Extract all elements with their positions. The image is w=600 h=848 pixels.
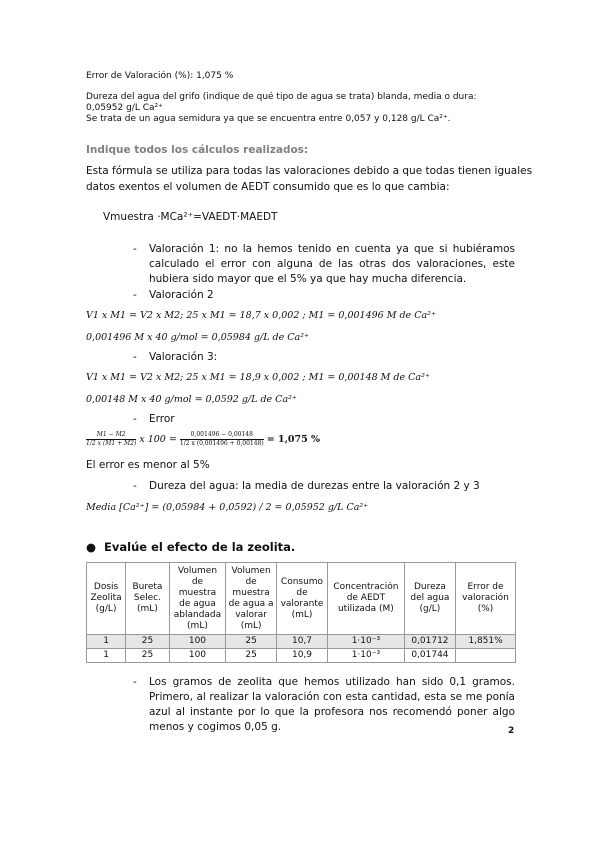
table-cell: 0,01744 [404,649,455,663]
equation-v3-molarity: V1 x M1 = V2 x M2; 25 x M1 = 18,9 x 0,002 ; M1 = 0,00148 M de Ca²⁺ [86,372,430,383]
item-valoracion-2: Valoración 2 [149,289,214,301]
table-header-cell: Consumo de valorante (mL) [277,563,328,635]
table-header-cell: Bureta Selec. (mL) [126,563,170,635]
error-line: Error de Valoración (%): 1,075 % [86,71,234,81]
table-cell: 100 [169,635,225,649]
dureza-question: Dureza del agua del grifo (indique de qué tipo de agua se trata) blanda, media o dura: [86,92,477,102]
table-header-cell: Dosis Zeolita (g/L) [87,563,126,635]
error-fraction-numeric [180,431,264,448]
table-row [87,635,516,649]
table-cell [456,649,516,663]
page-number: 2 [508,726,515,736]
item-valoracion-3: Valoración 3: [149,351,218,363]
list-bullet: - [133,413,137,425]
table-cell: 0,01712 [404,635,455,649]
fraction-numerator: 0,001496 − 0,00148 [180,431,264,440]
table-cell: 1 [87,649,126,663]
equation-v2-molarity: V1 x M1 = V2 x M2; 25 x M1 = 18,7 x 0,002 ; M1 = 0,001496 M de Ca²⁺ [86,310,436,321]
table-cell: 25 [226,635,277,649]
list-bullet: - [133,480,137,492]
zeolita-heading: Evalúe el efecto de la zeolita. [104,540,296,554]
table-header-cell: Error de valoración (%) [456,563,516,635]
table-cell: 1·10⁻³ [328,635,405,649]
intro-line-2: datos exentos el volumen de AEDT consumido que es lo que cambia: [86,181,450,193]
error-result: = 1,075 % [266,434,321,445]
equation-media: Media [Ca²⁺] = (0,05984 + 0,0592) / 2 = 0,05952 g/L Ca²⁺ [86,502,369,513]
table-cell: 10,9 [277,649,328,663]
table-header-cell: Volumen de muestra de agua ablandada (mL) [169,563,225,635]
dureza-value: 0,05952 g/L Ca²⁺ [86,103,163,113]
table-cell: 1 [87,635,126,649]
item-valoracion-1: Valoración 1: no la hemos tenido en cuenta ya que si hubiéramos calculado el error con alguna de las otras dos valoraciones, este hubiera sido mayor que el 5% ya que hay mucha diferencia. [149,243,515,285]
table-cell: 1·10⁻³ [328,649,405,663]
list-bullet: - [133,676,137,688]
table-cell: 100 [169,649,225,663]
error-multiplier: x 100 = [139,434,177,445]
table-cell: 25 [126,649,170,663]
table-header-cell: Volumen de muestra de agua a valorar (mL) [226,563,277,635]
table-cell: 1,851% [456,635,516,649]
list-bullet: - [133,289,137,301]
general-formula: Vmuestra ·MCa²⁺=VAEDT·MAEDT [103,211,278,223]
item-error: Error [149,413,175,425]
dureza-answer: Se trata de un agua semidura ya que se encuentra entre 0,057 y 0,128 g/L Ca²⁺. [86,114,451,124]
item-dureza: Dureza del agua: la media de durezas entre la valoración 2 y 3 [149,480,480,492]
fraction-numerator: M1 − M2 [86,431,136,440]
error-equation [86,431,320,448]
table-cell: 25 [126,635,170,649]
table-header-row [87,563,516,635]
item-zeolita: Los gramos de zeolita que hemos utilizado han sido 0,1 gramos. Primero, al realizar la valoración con esta cantidad, esta se me ponía azul al instante por lo que la profesora nos recomendó poner algo menos y cogimos 0,05 g. [149,676,515,733]
error-note: El error es menor al 5% [86,459,210,471]
table-cell: 10,7 [277,635,328,649]
table-header-cell: Dureza del agua (g/L) [404,563,455,635]
section-bullet: ● [86,540,105,554]
intro-line-1: Esta fórmula se utiliza para todas las valoraciones debido a que todas tienen iguales [86,165,533,177]
table-header-cell: Concentración de AEDT utilizada (M) [328,563,405,635]
calc-heading: Indique todos los cálculos realizados: [86,144,309,156]
zeolita-section [86,540,295,554]
equation-v3-hardness: 0,00148 M x 40 g/mol = 0,0592 g/L de Ca²⁺ [86,394,297,405]
list-bullet: - [133,351,137,363]
fraction-denominator: 1/2 x (M1 + M2) [86,440,137,447]
table-cell: 25 [226,649,277,663]
list-bullet: - [133,243,137,255]
equation-v2-hardness: 0,001496 M x 40 g/mol = 0,05984 g/L de Ca²⁺ [86,332,310,343]
fraction-denominator: 1/2 x (0,001496 + 0,00148) [179,440,264,447]
zeolita-table [86,562,516,663]
table-row [87,649,516,663]
error-fraction-symbolic [86,431,136,448]
